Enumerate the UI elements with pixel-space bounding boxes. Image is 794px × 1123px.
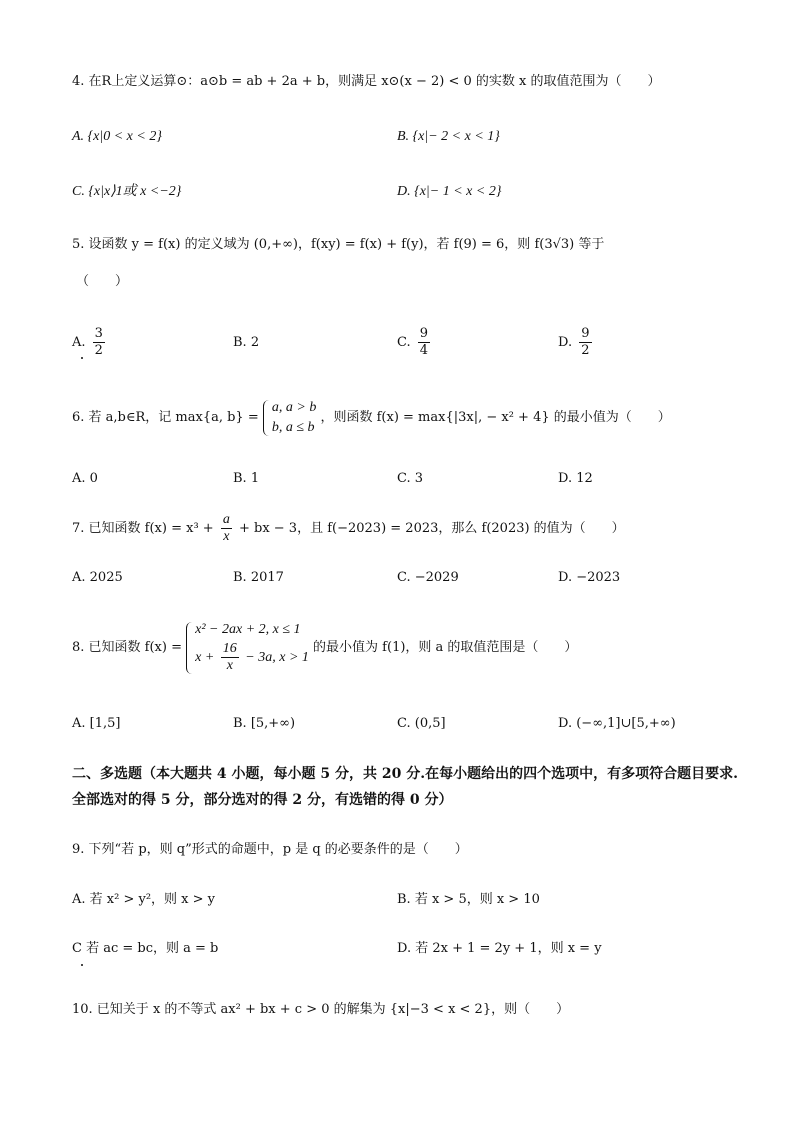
question-5-option-c[interactable] <box>397 325 433 361</box>
fraction-numerator: 3 <box>94 326 103 341</box>
question-7-stem <box>72 511 625 547</box>
option-label: D. <box>558 335 573 350</box>
question-4-stem: 4. 在R上定义运算⊙：a⊙b = ab + 2a + b，则满足 x⊙(x − 2) < 0 的实数 x 的取值范围为（ ） <box>72 74 661 89</box>
fraction-numerator: 9 <box>419 326 429 341</box>
stem-part-1: 7. 已知函数 f(x) = x³ + <box>72 521 214 536</box>
question-6-option-a[interactable]: A. 0 <box>72 471 98 486</box>
question-9-option-d[interactable]: D. 若 2x + 1 = 2y + 1，则 x = y <box>397 941 602 956</box>
question-9-option-a[interactable]: A. 若 x² > y²，则 x > y <box>72 892 216 907</box>
question-8-stem <box>72 612 577 684</box>
question-7-option-c[interactable]: C. −2029 <box>397 570 459 585</box>
question-9-option-c[interactable]: C 若 ac = bc，则 a = b <box>72 941 219 956</box>
question-8-option-d[interactable]: D. (−∞,1]∪[5,+∞) <box>558 716 676 731</box>
stem-part-2: 的最小值为 f(1)，则 a 的取值范围是（ ） <box>313 640 578 655</box>
fraction-denominator: x <box>226 657 233 673</box>
case-row-1: x² − 2ax + 2, x ≤ 1 <box>195 621 301 637</box>
piecewise-max-definition <box>263 398 316 438</box>
question-4-option-c[interactable]: C. {x|x⟩1或 x <−2} <box>72 184 182 199</box>
case-text-a: x + <box>195 649 215 665</box>
question-5-option-a[interactable] <box>72 325 108 361</box>
case-row-1: a, a > b <box>271 399 317 415</box>
fraction-denominator: 2 <box>94 343 103 358</box>
case-row-2 <box>195 640 309 676</box>
fraction-3-over-2 <box>93 326 105 359</box>
piecewise-function <box>186 620 309 676</box>
case-text-b: − 3a, x > 1 <box>245 649 309 665</box>
question-4-option-d[interactable]: D. {x|− 1 < x < 2} <box>397 184 502 199</box>
question-5-blank: （ ） <box>76 274 129 289</box>
question-7-option-b[interactable]: B. 2017 <box>233 570 284 585</box>
question-4-option-b[interactable]: B. {x|− 2 < x < 1} <box>397 129 500 144</box>
question-8-option-c[interactable]: C. (0,5] <box>397 716 446 731</box>
stem-part-2: + bx − 3，且 f(−2023) = 2023，那么 f(2023) 的值为（ ） <box>238 521 625 536</box>
stem-part-1: 6. 若 a,b∈R，记 max{a, b} = <box>72 410 259 425</box>
stem-part-2: ，则函数 f(x) = max{|3x|, − x² + 4} 的最小值为（ ） <box>320 410 671 425</box>
question-8-option-b[interactable]: B. [5,+∞) <box>233 716 296 731</box>
question-8-option-a[interactable]: A. [1,5] <box>72 716 121 731</box>
question-9-option-b[interactable]: B. 若 x > 5，则 x > 10 <box>397 892 540 907</box>
option-label: C. <box>397 335 411 350</box>
fraction-denominator: x <box>223 529 230 544</box>
fraction-9-over-4 <box>418 326 430 359</box>
question-5-stem: 5. 设函数 y = f(x) 的定义域为 (0,+∞)，f(xy) = f(x) + f(y)，若 f(9) = 6，则 f(3√3) 等于 <box>72 237 605 252</box>
fraction-numerator: 16 <box>222 640 237 656</box>
question-10-stem: 10. 已知关于 x 的不等式 ax² + bx + c > 0 的解集为 {x|−3 < x < 2}，则（ ） <box>72 1002 570 1017</box>
fraction-9-over-2 <box>579 326 591 359</box>
stray-dot <box>81 964 83 966</box>
fraction-16-over-x <box>221 641 239 674</box>
question-7-option-d[interactable]: D. −2023 <box>558 570 621 585</box>
case-row-2: b, a ≤ b <box>271 419 315 435</box>
stray-dot <box>81 357 83 359</box>
question-6-stem <box>72 395 671 441</box>
question-5-option-b[interactable]: B. 2 <box>233 335 260 350</box>
question-5-option-d[interactable] <box>558 325 595 361</box>
question-6-option-d[interactable]: D. 12 <box>558 471 593 486</box>
fraction-denominator: 4 <box>419 343 429 358</box>
question-7-option-a[interactable]: A. 2025 <box>72 570 123 585</box>
question-6-option-c[interactable]: C. 3 <box>397 471 424 486</box>
question-6-option-b[interactable]: B. 1 <box>233 471 260 486</box>
section-heading-multiple-choice: 二、多选题（本大题共 4 小题，每小题 5 分，共 20 分.在每小题给出的四个选项中，有多项符合题目要求.全部选对的得 5 分，部分选对的得 2 分，有选错的得 0 分） <box>72 766 738 808</box>
fraction-a-over-x <box>221 512 232 545</box>
fraction-denominator: 2 <box>581 343 590 358</box>
fraction-numerator: a <box>222 512 230 527</box>
fraction-numerator: 9 <box>581 326 590 341</box>
stem-part-1: 8. 已知函数 f(x) = <box>72 640 182 655</box>
option-label: A. <box>72 335 86 350</box>
question-4-option-a[interactable]: A. {x|0 < x < 2} <box>72 129 162 144</box>
question-9-stem: 9. 下列“若 p，则 q”形式的命题中，p 是 q 的必要条件的是（ ） <box>72 842 468 857</box>
